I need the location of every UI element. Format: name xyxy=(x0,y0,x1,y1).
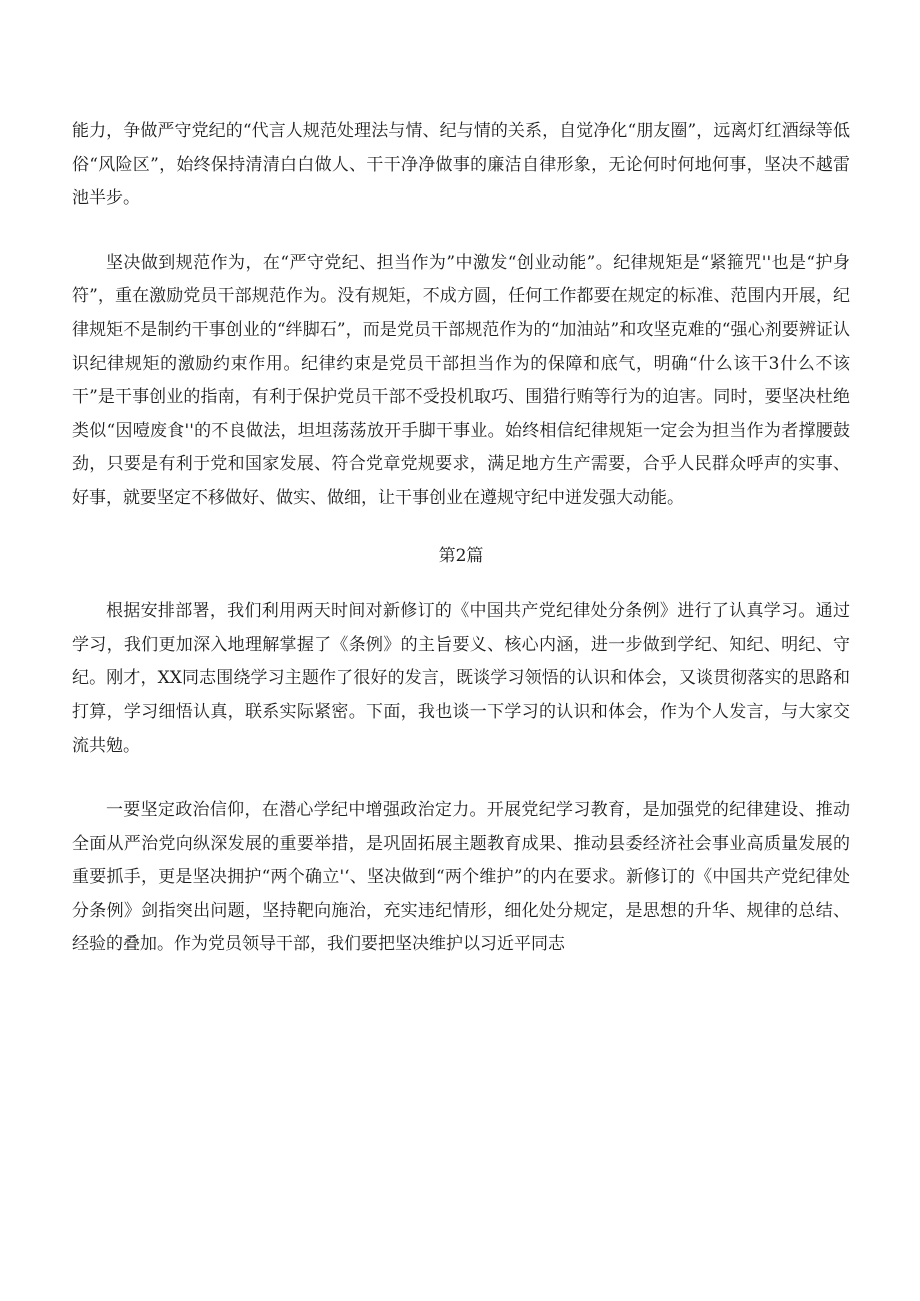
section-heading: 第2篇 xyxy=(438,545,484,566)
paragraph-gap xyxy=(72,573,850,595)
paragraph-gap xyxy=(72,763,850,794)
paragraph-introduction: 根据安排部署，我们利用两天时间对新修订的《中国共产党纪律处分条例》进行了认真学习。通过学习，我们更加深入地理解掌握了《条例》的主旨要义、核心内涵，进一步做到学纪、知纪、明纪、守纪。刚才，XX同志围绕学习主题作了很好的发言，既谈学习领悟的认识和体会，又谈贯彻落实的思路和打算，学习细悟认真，联系实际紧密。下面，我也谈一下学习的认识和体会，作为个人发言，与大家交流共勉。 xyxy=(72,601,850,756)
paragraph-gap xyxy=(72,216,850,247)
paragraph-gap xyxy=(72,516,850,540)
paragraph-discipline-norms: 坚决做到规范作为，在“严守党纪、担当作为”中激发“创业动能”。纪律规矩是“紧箍咒''也是“护身符”，重在激励党员干部规范作为。没有规矩，不成方圆，任何工作都要在规定的标准、范围内开展，纪律规矩不是制约干事创业的“绊脚石”，而是党员干部规范作为的“加油站”和攻坚克难的“强心剂要辨证认识纪律规矩的激励约束作用。纪律约束是党员干部担当作为的保障和底气，明确“什么该干3什么不该干”是干事创业的指南，有利于保护党员干部不受投机取巧、围猎行贿等行为的迫害。同时，要坚决杜绝类似“因噎废食''的不良做法，坦坦荡荡放开手脚干事业。始终相信纪律规矩一定会为担当作为者撑腰鼓劲，只要是有利于党和国家发展、符合党章党规要求，满足地方生产需要，合乎人民群众呼声的实事、好事，就要坚定不移做好、做实、做细，让干事创业在遵规守纪中迸发强大动能。 xyxy=(72,252,850,508)
paragraph-political-belief: 一要坚定政治信仰，在潜心学纪中增强政治定力。开展党纪学习教育，是加强党的纪律建设、推动全面从严治党向纵深发展的重要举措，是巩固拓展主题教育成果、推动县委经济社会事业高质量发展的重要抓手，更是坚决拥护“两个确立'‘、坚决做到“两个维护”的内在要求。新修订的《中国共产党纪律处分条例》剑指突出问题，坚持靶向施治，充实违纪情形，细化处分规定，是思想的升华、规律的总结、经验的叠加。作为党员领导干部，我们要把坚决维护以习近平同志 xyxy=(72,800,850,955)
paragraph-continued: 能力，争做严守党纪的“代言人规范处理法与情、纪与情的关系，自觉净化“朋友圈”，远离灯红酒绿等低俗“风险区”，始终保持清清白白做人、干干净净做事的廉洁自律形象，无论何时何地何事，坚决不越雷池半步。 xyxy=(72,121,850,209)
